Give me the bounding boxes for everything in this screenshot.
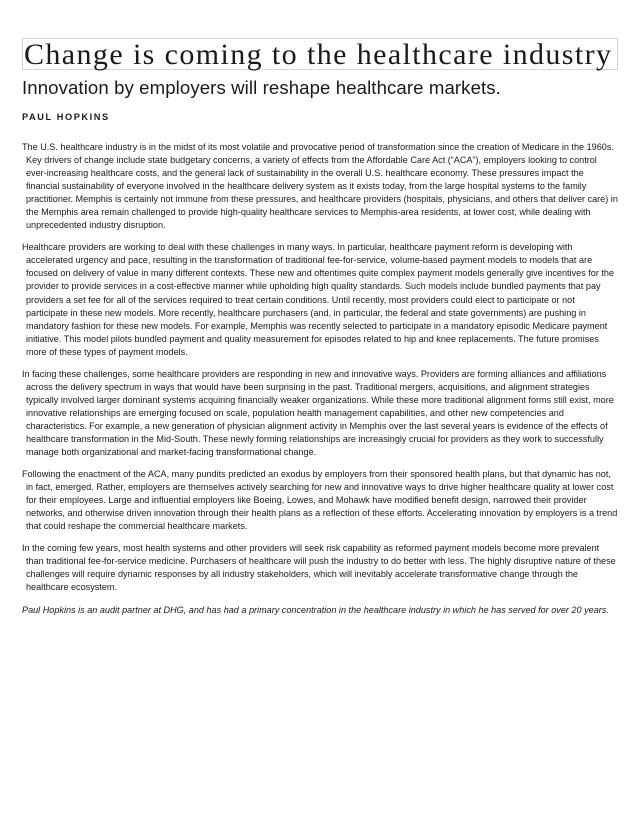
article-title: Change is coming to the healthcare industry <box>24 38 613 71</box>
author-byline: PAUL HOPKINS <box>22 112 110 122</box>
paragraph-1: The U.S. healthcare industry is in the midst of its most volatile and provocative period of transformation since the creation of Medicare in the 1960s. Key drivers of change include state budgetary concerns, a variety of effects from the Affordable Care Act (“ACA”), employers looking to control ever-increasing healthcare costs, and the general lack of sustainability in the overall U.S. healthcare economy. These pressures impact the financial sustainability of everyone involved in the healthcare delivery system as it exists today, from the large hospital systems to the family practitioner. Memphis is certainly not immune from these pressures, and healthcare providers (hospitals, physicians, and others that deliver care) in the Memphis area remain challenged to provide high-quality healthcare services to Memphis-area residents, at lower cost, while dealing with unprecedented industry disruption. <box>22 142 618 231</box>
paragraph-5: In the coming few years, most health systems and other providers will seek risk capability as reformed payment models become more prevalent than traditional fee-for-service medicine. Purchasers of healthcare will push the industry to do better with less. The highly disruptive nature of these challenges will require dynamic responses by all industry stakeholders, which will inevitably accelerate transformative change through the healthcare ecosystem. <box>22 543 616 593</box>
paragraph-2: Healthcare providers are working to deal with these challenges in many ways. In particular, healthcare payment reform is developing with accelerated urgency and pace, resulting in the transformation of traditional fee-for-service, volume-based payment models to models that are focused on delivery of value in many different contexts. These new and oftentimes quite complex payment models generally give incentives for the provider to provide services in a cost-effective manner while upholding high quality standards. Such models include bundled payments that pay providers a set fee for all of the services required to treat certain conditions. Until recently, most providers could elect to participate or not participate in these new models. More recently, healthcare purchasers (and, in particular, the federal and state governments) are pushing in mandatory fashion for these new models. For example, Memphis was recently selected to participate in a mandatory episodic Medicare payment initiative. This model pilots bundled payment and quality measurement for episodes related to hip and knee replacements. The future promises more of these types of payment models. <box>22 242 615 357</box>
article-subtitle: Innovation by employers will reshape healthcare markets. <box>22 77 501 98</box>
article-body <box>22 141 618 617</box>
article <box>22 38 618 626</box>
title-box <box>22 38 618 70</box>
paragraph-3: In facing these challenges, some healthcare providers are responding in new and innovative ways. Providers are forming alliances and affiliations across the delivery spectrum in ways that would have been surprising in the past. Traditional mergers, acquisitions, and alignment strategies typically involved larger dominant systems acquiring financially weaker organizations. While these more traditional alignment forms still exist, more innovative relationships are emerging focused on scale, population health management capabilities, and other new competencies and characteristics. For example, a new generation of physician alignment activity in Memphis over the last several years is evidence of the effects of healthcare transformation in the Mid-South. These newly forming relationships are increasingly crucial for providers as they work to successfully manage both organizational and market-facing transformational change. <box>22 368 614 458</box>
paragraph-4: Following the enactment of the ACA, many pundits predicted an exodus by employers from their sponsored health plans, but that dynamic has not, in fact, emerged. Rather, employers are themselves actively searching for new and innovative ways to drive higher healthcare quality at lower cost for their employees. Large and influential employers like Boeing, Lowes, and Mohawk have modified benefit design, narrowed their provider networks, and otherwise driven innovation through their health plans as a reflection of these efforts. Accelerating innovation by employers is a trend that could reshape the commercial healthcare markets. <box>22 469 618 532</box>
author-note: Paul Hopkins is an audit partner at DHG, and has had a primary concentration in the healthcare industry in which he has served for over 20 years. <box>22 604 609 615</box>
